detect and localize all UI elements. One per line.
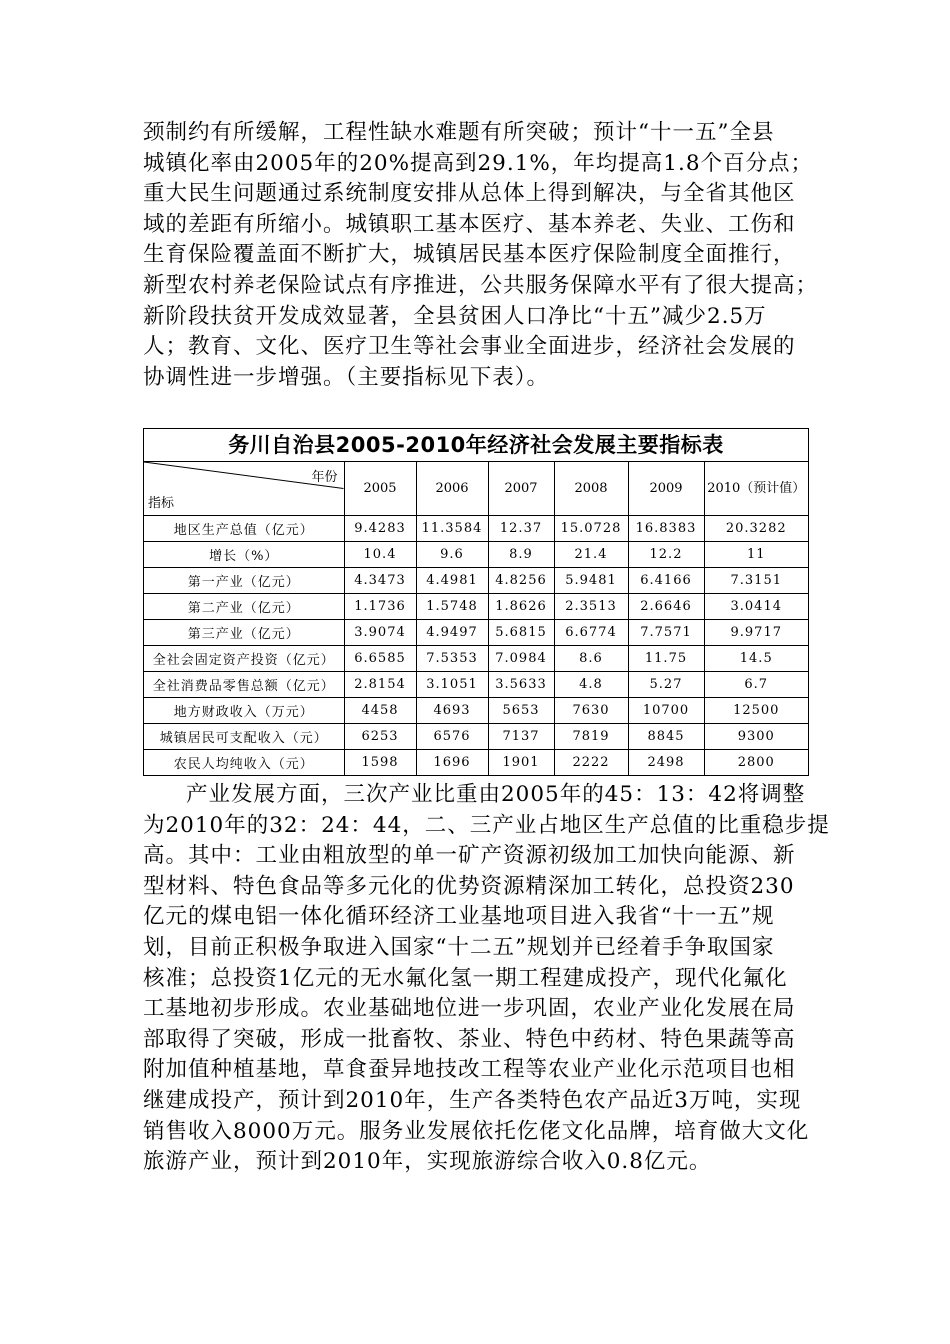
table-cell: 12500 [704,698,808,724]
table-cell: 1.5748 [416,594,488,620]
corner-year-label: 年份 [311,470,338,485]
year-header: 2010（预计值） [704,462,808,516]
table-row [144,698,808,724]
table-cell: 7.0984 [488,646,554,672]
text-line: 颈制约有所缓解，工程性缺水难题有所突破；预计“十一五”全县 [143,120,775,145]
row-label: 第三产业（亿元） [144,620,344,646]
text-line: 为2010年的32：24：44，二、三产业占地区生产总值的比重稳步提 [143,812,830,838]
table-cell: 8.9 [488,542,554,568]
table-cell: 6576 [416,724,488,750]
table-cell: 3.9074 [344,620,416,646]
text-line: 型材料、特色食品等多元化的优势资源精深加工转化，总投资230 [143,873,795,899]
row-label: 地方财政收入（万元） [144,698,344,724]
table-cell: 9.6 [416,542,488,568]
paragraph-industry [143,780,830,1178]
year-header: 2009 [628,462,704,516]
table-cell: 1.1736 [344,594,416,620]
table-cell: 2.8154 [344,672,416,698]
table-cell: 12.2 [628,542,704,568]
table-cell: 4.3473 [344,568,416,594]
table-cell: 12.37 [488,516,554,542]
table-cell: 4.4981 [416,568,488,594]
table-cell: 7.7571 [628,620,704,646]
table-cell: 5653 [488,698,554,724]
table-row [144,724,808,750]
table-row [144,594,808,620]
text-line: 核准；总投资1亿元的无水氟化氢一期工程建成投产，现代化氟化 [143,965,788,991]
text-line: 重大民生问题通过系统制度安排从总体上得到解决，与全省其他区 [143,181,796,207]
table-cell: 1598 [344,750,416,776]
text-line: 部取得了突破，形成一批畜牧、茶业、特色中药材、特色果蔬等高 [143,1026,796,1052]
table-cell: 7.3151 [704,568,808,594]
table-header-row [144,462,808,516]
text-line: 城镇化率由2005年的20%提高到29.1%，年均提高1.8个百分点； [143,150,813,176]
text-line: 人；教育、文化、医疗卫生等社会事业全面进步，经济社会发展的 [143,334,796,360]
text-line: 产业发展方面，三次产业比重由2005年的45：13：42将调整 [186,782,806,807]
table-cell: 7819 [554,724,628,750]
table-cell: 20.3282 [704,516,808,542]
table-cell: 8845 [628,724,704,750]
table-corner-cell [144,462,344,516]
table-cell: 7630 [554,698,628,724]
table-cell: 5.9481 [554,568,628,594]
text-line: 域的差距有所缩小。城镇职工基本医疗、基本养老、失业、工伤和 [143,211,796,237]
table-cell: 6.6774 [554,620,628,646]
table-cell: 2800 [704,750,808,776]
row-label: 全社会固定资产投资（亿元） [144,646,344,672]
text-line: 生育保险覆盖面不断扩大，城镇居民基本医疗保险制度全面推行， [143,242,796,268]
table-cell: 2.6646 [628,594,704,620]
table-cell: 4458 [344,698,416,724]
row-label: 第二产业（亿元） [144,594,344,620]
text-line: 划，目前正积极争取进入国家“十二五”规划并已经着手争取国家 [143,934,775,960]
year-header: 2005 [344,462,416,516]
table-cell: 5.6815 [488,620,554,646]
table-cell: 2498 [628,750,704,776]
text-line: 协调性进一步增强。（主要指标见下表）。 [143,364,550,390]
table-cell: 21.4 [554,542,628,568]
table-cell: 4.8 [554,672,628,698]
table-title: 务川自治县2005-2010年经济社会发展主要指标表 [144,429,808,462]
row-label: 城镇居民可支配收入（元） [144,724,344,750]
table-cell: 6.7 [704,672,808,698]
text-line: 附加值种植基地，草食蚕异地技改工程等农业产业化示范项目也相 [143,1057,796,1083]
table-cell: 11 [704,542,808,568]
indicator-table [143,428,809,776]
text-line: 旅游产业，预计到2010年，实现旅游综合收入0.8亿元。 [143,1149,712,1175]
text-line: 新型农村养老保险试点有序推进，公共服务保障水平有了很大提高； [143,272,819,298]
paragraph-intro [143,118,819,393]
table-row [144,672,808,698]
table-row [144,516,808,542]
year-header: 2007 [488,462,554,516]
table-cell: 16.8383 [628,516,704,542]
row-label: 地区生产总值（亿元） [144,516,344,542]
table-cell: 4.8256 [488,568,554,594]
table-cell: 1696 [416,750,488,776]
table-cell: 9.4283 [344,516,416,542]
table-cell: 9.9717 [704,620,808,646]
table-cell: 7137 [488,724,554,750]
table-cell: 10700 [628,698,704,724]
row-label: 第一产业（亿元） [144,568,344,594]
table-cell: 6.4166 [628,568,704,594]
row-label: 农民人均纯收入（元） [144,750,344,776]
row-label: 增长（%） [144,542,344,568]
table-cell: 2.3513 [554,594,628,620]
table-cell: 6.6585 [344,646,416,672]
table-cell: 11.75 [628,646,704,672]
table-body [144,516,808,776]
year-header: 2008 [554,462,628,516]
text-line: 工基地初步形成。农业基础地位进一步巩固，农业产业化发展在局 [143,996,796,1022]
corner-indicator-label: 指标 [148,496,175,511]
table-cell: 14.5 [704,646,808,672]
table-cell: 3.5633 [488,672,554,698]
text-line: 销售收入8000万元。服务业发展依托仡佬文化品牌，培育做大文化 [143,1118,810,1144]
table-cell: 1901 [488,750,554,776]
table-cell: 11.3584 [416,516,488,542]
table-cell: 3.1051 [416,672,488,698]
table-cell: 4.9497 [416,620,488,646]
table-row [144,542,808,568]
table-cell: 6253 [344,724,416,750]
table-cell: 4693 [416,698,488,724]
table-cell: 2222 [554,750,628,776]
table-cell: 10.4 [344,542,416,568]
table-cell: 5.27 [628,672,704,698]
table-row [144,646,808,672]
table-cell: 3.0414 [704,594,808,620]
table-cell: 1.8626 [488,594,554,620]
table-row [144,750,808,776]
table-row [144,568,808,594]
text-line: 高。其中：工业由粗放型的单一矿产资源初级加工加快向能源、新 [143,843,796,869]
table-cell: 7.5353 [416,646,488,672]
text-line: 亿元的煤电铝一体化循环经济工业基地项目进入我省“十一五”规 [143,904,775,930]
year-header: 2006 [416,462,488,516]
table-cell: 8.6 [554,646,628,672]
text-line: 继建成投产，预计到2010年，生产各类特色农产品近3万吨，实现 [143,1087,802,1113]
row-label: 全社消费品零售总额（亿元） [144,672,344,698]
table-cell: 9300 [704,724,808,750]
table-row [144,620,808,646]
table-cell: 15.0728 [554,516,628,542]
text-line: 新阶段扶贫开发成效显著，全县贫困人口净比“十五”减少2.5万 [143,303,767,329]
